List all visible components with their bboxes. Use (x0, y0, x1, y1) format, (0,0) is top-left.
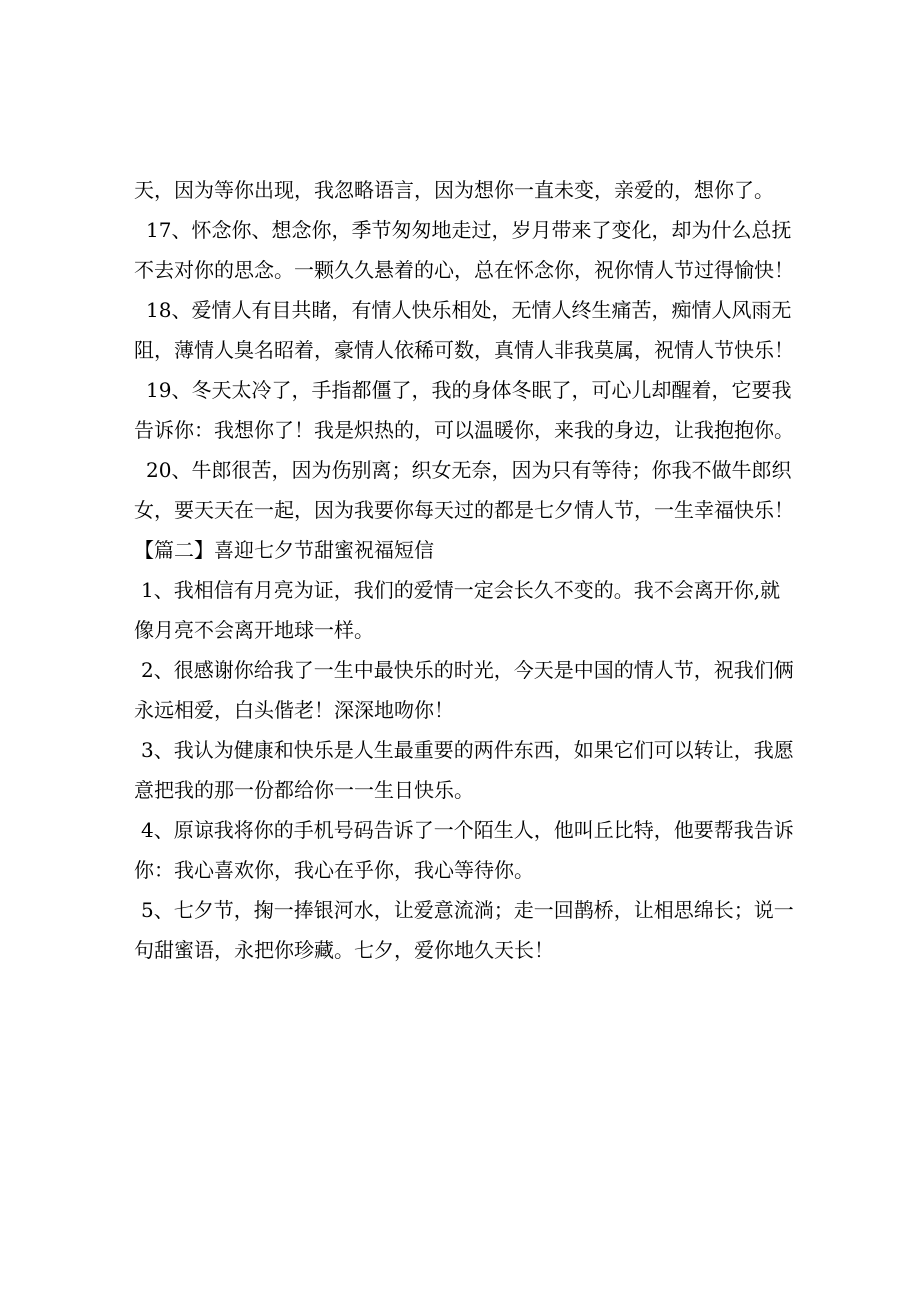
document-body (134, 170, 804, 970)
paragraph-line: 2、很感谢你给我了一生中最快乐的时光，今天是中国的情人节，祝我们俩 (141, 658, 794, 682)
paragraph-line: 像月亮不会离开地球一样。 (134, 618, 374, 642)
paragraph-line: 5、七夕节，掬一捧银河水，让爱意流淌；走一回鹊桥，让相思绵长；说一 (141, 898, 794, 922)
paragraph-line: 告诉你：我想你了！我是炽热的，可以温暖你，来我的身边，让我抱抱你。 (134, 418, 794, 442)
paragraph-line: 不去对你的思念。一颗久久悬着的心，总在怀念你，祝你情人节过得愉快！ (134, 258, 794, 282)
paragraph-line: 3、我认为健康和快乐是人生最重要的两件东西，如果它们可以转让，我愿 (141, 738, 794, 762)
paragraph-line: 17、怀念你、想念你，季节匆匆地走过，岁月带来了变化，却为什么总抚 (146, 218, 792, 242)
paragraph-line: 你：我心喜欢你，我心在乎你，我心等待你。 (134, 858, 534, 882)
paragraph-line: 女，要天天在一起，因为我要你每天过的都是七夕情人节，一生幸福快乐！ (134, 498, 794, 522)
paragraph-line: 天，因为等你出现，我忽略语言，因为想你一直未变，亲爱的，想你了。 (134, 178, 774, 202)
paragraph-line: 阻，薄情人臭名昭着，豪情人依稀可数，真情人非我莫属，祝情人节快乐！ (134, 338, 794, 362)
paragraph-line: 19、冬天太冷了，手指都僵了，我的身体冬眠了，可心儿却醒着，它要我 (146, 378, 792, 402)
paragraph-line: 句甜蜜语，永把你珍藏。七夕，爱你地久天长！ (134, 938, 554, 962)
paragraph-line: 永远相爱，白头偕老！深深地吻你！ (134, 698, 454, 722)
paragraph-line: 20、牛郎很苦，因为伤别离；织女无奈，因为只有等待；你我不做牛郎织 (146, 458, 792, 482)
section-heading: 【篇二】喜迎七夕节甜蜜祝福短信 (134, 538, 434, 562)
paragraph-line: 4、原谅我将你的手机号码告诉了一个陌生人，他叫丘比特，他要帮我告诉 (141, 818, 794, 842)
paragraph-line: 意把我的那一份都给你一一生日快乐。 (134, 778, 474, 802)
paragraph-line: 18、爱情人有目共睹，有情人快乐相处，无情人终生痛苦，痴情人风雨无 (146, 298, 792, 322)
paragraph-line: 1、我相信有月亮为证，我们的爱情一定会长久不变的。我不会离开你,就 (141, 578, 781, 602)
